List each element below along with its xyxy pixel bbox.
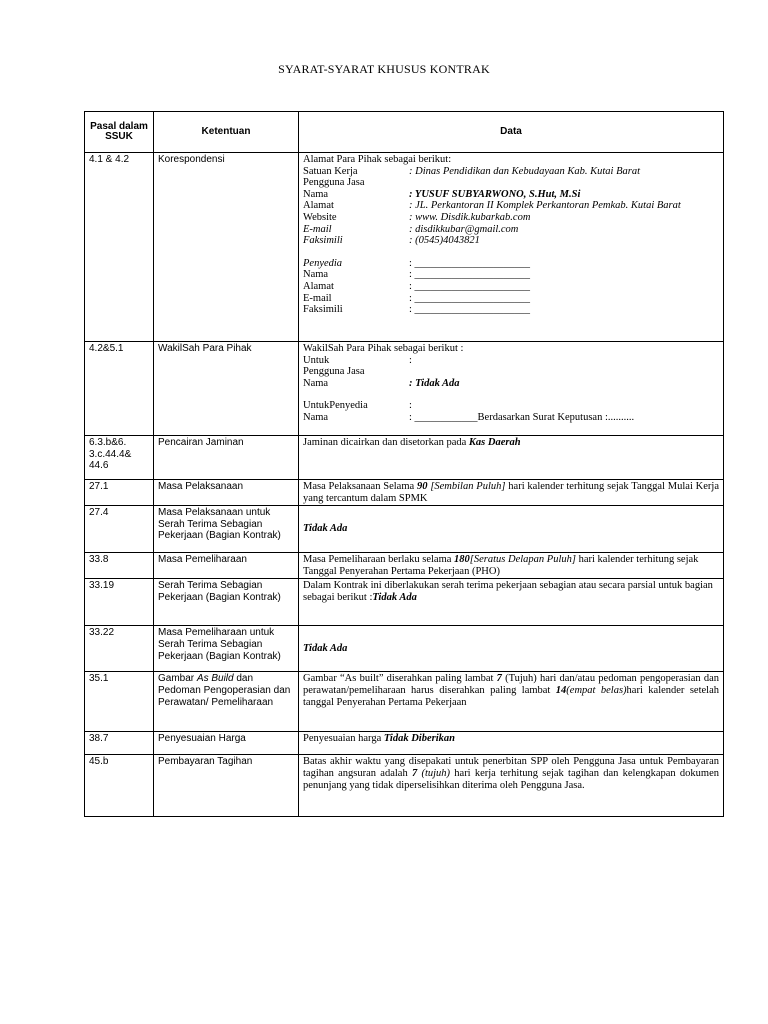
data-text: Batas akhir waktu yang disepakati untuk penerbitan SPP oleh Pengguna Jasa untuk Pembayaran tagihan angsuran adalah — [303, 756, 719, 779]
field-value: : — [409, 354, 412, 366]
field-label: Alamat — [303, 280, 334, 292]
pasal-cell: 27.1 — [85, 480, 154, 506]
data-text: Masa Pelaksanaan Selama — [303, 481, 417, 492]
field-value: : Tidak Ada — [409, 377, 460, 389]
contract-terms-table — [84, 111, 724, 817]
data-emphasis: (tujuh) — [417, 767, 451, 779]
intro-text: WakilSah Para Pihak sebagai berikut : — [303, 343, 464, 354]
pasal-cell: 6.3.b&6. 3.c.44.4& 44.6 — [85, 436, 154, 480]
ketentuan-text: dan Pedoman Pengoperasian dan Perawatan/ Pemeliharaan — [158, 673, 291, 708]
table-row — [85, 342, 724, 436]
data-number: 7 — [411, 767, 418, 779]
field-list — [303, 355, 719, 424]
data-text: hari kerja terhitung sejak tagihan dan kelengkapan dokumen penunjang yang tidak diperselisihkan diterima oleh Pengguna Jasa. — [303, 767, 719, 791]
data-number: 90 — [417, 481, 428, 492]
table-row — [85, 755, 724, 817]
field-label: Faksimili — [303, 304, 343, 316]
data-text: (Tujuh) hari dan/atau pedoman pengoperasian dan perawatan/pemeliharaan harus diserahkan paling lambat — [303, 673, 719, 696]
header-pasal: Pasal dalam SSUK — [85, 112, 154, 153]
data-text: Masa Pemeliharaan berlaku selama — [303, 554, 455, 566]
ketentuan-cell: Masa Pelaksanaan untuk Serah Terima Sebagian Pekerjaan (Bagian Kontrak) — [154, 506, 299, 553]
data-number: 14 — [555, 684, 567, 696]
field-label: Untuk — [303, 354, 330, 366]
ketentuan-cell: Korespondensi — [154, 153, 299, 342]
ketentuan-cell: Pencairan Jaminan — [154, 436, 299, 480]
spacer — [303, 389, 409, 400]
ketentuan-emphasis: As Build — [196, 673, 234, 685]
field-value: : (0545)4043821 — [409, 235, 480, 247]
data-cell — [299, 553, 724, 579]
field-value: : — [409, 400, 412, 412]
ketentuan-cell: WakilSah Para Pihak — [154, 342, 299, 436]
header-ketentuan: Ketentuan — [154, 112, 299, 153]
field-label: Faksimili — [303, 235, 343, 247]
table-row — [85, 553, 724, 579]
field-value: : ______________________ — [409, 269, 531, 281]
field-label: Alamat — [303, 200, 334, 212]
field-label: Penyedia — [303, 257, 343, 269]
data-text: hari kalender terhitung sejak Tanggal Penyerahan Pertama Pekerjaan (PHO) — [303, 554, 699, 577]
field-value: : ______________________ — [409, 257, 531, 269]
field-label: UntukPenyedia — [303, 400, 368, 412]
pasal-cell: 27.4 — [85, 506, 154, 553]
field-label: Nama — [303, 411, 329, 423]
table-row — [85, 480, 724, 506]
data-emphasis: Tidak Ada — [303, 643, 348, 655]
data-cell — [299, 342, 724, 436]
data-text: hari kalender terhitung sejak Tanggal Mulai Kerja yang tercantum dalam SPMK — [303, 481, 719, 504]
ketentuan-cell: Serah Terima Sebagian Pekerjaan (Bagian Kontrak) — [154, 579, 299, 626]
field-value: : YUSUF SUBYARWONO, S.Hut, M.Si — [409, 188, 581, 200]
ketentuan-cell: Masa Pemeliharaan — [154, 553, 299, 579]
data-emphasis: Tidak Ada — [372, 591, 417, 603]
ketentuan-text: Gambar — [158, 673, 197, 685]
table-header-row — [85, 112, 724, 153]
data-text: Penyesuaian harga — [303, 733, 384, 745]
field-value: : disdikkubar@gmail.com — [409, 223, 519, 235]
table-row — [85, 732, 724, 755]
pasal-cell: 33.22 — [85, 626, 154, 672]
ketentuan-cell: Masa Pelaksanaan — [154, 480, 299, 506]
field-value: : www. Disdik.kubarkab.com — [409, 211, 531, 223]
ketentuan-cell: Masa Pemeliharaan untuk Serah Terima Sebagian Pekerjaan (Bagian Kontrak) — [154, 626, 299, 672]
data-text: Gambar “As built” diserahkan paling lambat — [303, 673, 497, 685]
data-cell — [299, 579, 724, 626]
data-emphasis: [Sembilan Puluh] — [427, 481, 506, 492]
data-number: 180 — [454, 554, 470, 566]
header-data: Data — [299, 112, 724, 153]
field-value: : ______________________ — [409, 292, 531, 304]
data-emphasis: [Seratus Delapan Puluh] — [469, 554, 576, 566]
field-label: Pengguna Jasa — [303, 177, 365, 189]
field-label: Satuan Kerja — [303, 165, 358, 177]
field-value — [409, 177, 719, 189]
table-row — [85, 153, 724, 342]
ketentuan-cell: Penyesuaian Harga — [154, 732, 299, 755]
field-label: E-mail — [303, 292, 332, 304]
table-row — [85, 506, 724, 553]
pasal-cell: 45.b — [85, 755, 154, 817]
spacer — [303, 247, 409, 258]
field-label: Website — [303, 211, 337, 223]
field-label: E-mail — [303, 223, 332, 235]
page-title: SYARAT-SYARAT KHUSUS KONTRAK — [278, 62, 490, 76]
field-value: : ______________________ — [409, 304, 531, 316]
data-text: Jaminan dicairkan dan disetorkan pada — [303, 437, 469, 448]
data-cell — [299, 732, 724, 755]
data-cell — [299, 506, 724, 553]
field-value: : ______________________ — [409, 280, 531, 292]
data-text: Dalam Kontrak ini diberlakukan serah terima pekerjaan sebagian atau secara parsial untuk bagian sebagai berikut : — [303, 580, 713, 603]
ketentuan-cell: Pembayaran Tagihan — [154, 755, 299, 817]
pasal-cell: 4.2&5.1 — [85, 342, 154, 436]
field-value: : Dinas Pendidikan dan Kebudayaan Kab. Kutai Barat — [409, 165, 640, 177]
field-label: Nama — [303, 269, 329, 281]
field-label: Pengguna Jasa — [303, 366, 365, 378]
pasal-cell: 38.7 — [85, 732, 154, 755]
field-label: Nama — [303, 188, 329, 200]
intro-text: Alamat Para Pihak sebagai berikut: — [303, 154, 452, 165]
data-cell — [299, 672, 724, 732]
data-emphasis: Tidak Ada — [303, 523, 348, 535]
table-row — [85, 579, 724, 626]
table-row — [85, 672, 724, 732]
field-value: : ____________Berdasarkan Surat Keputusan :.......... — [409, 411, 635, 423]
data-number: 7 — [496, 673, 502, 685]
table-row — [85, 436, 724, 480]
data-cell — [299, 153, 724, 342]
spacer — [409, 247, 719, 258]
data-cell — [299, 755, 724, 817]
field-value — [409, 366, 719, 378]
pasal-cell: 35.1 — [85, 672, 154, 732]
spacer — [409, 389, 719, 400]
data-emphasis: (empat belas) — [566, 684, 627, 696]
pasal-cell: 33.19 — [85, 579, 154, 626]
data-emphasis: Tidak Diberikan — [383, 733, 455, 745]
data-cell — [299, 626, 724, 672]
field-label: Nama — [303, 377, 329, 389]
data-text: hari kalender setelah tanggal Penyerahan Pertama Pekerjaan — [303, 684, 719, 708]
field-value: : JL. Perkantoran II Komplek Perkantoran Pemkab. Kutai Barat — [409, 200, 681, 212]
data-cell — [299, 480, 724, 506]
pasal-cell: 4.1 & 4.2 — [85, 153, 154, 342]
ketentuan-cell — [154, 672, 299, 732]
data-cell — [299, 436, 724, 480]
pasal-cell: 33.8 — [85, 553, 154, 579]
data-emphasis: Kas Daerah — [468, 437, 521, 448]
table-row — [85, 626, 724, 672]
field-list — [303, 166, 719, 316]
